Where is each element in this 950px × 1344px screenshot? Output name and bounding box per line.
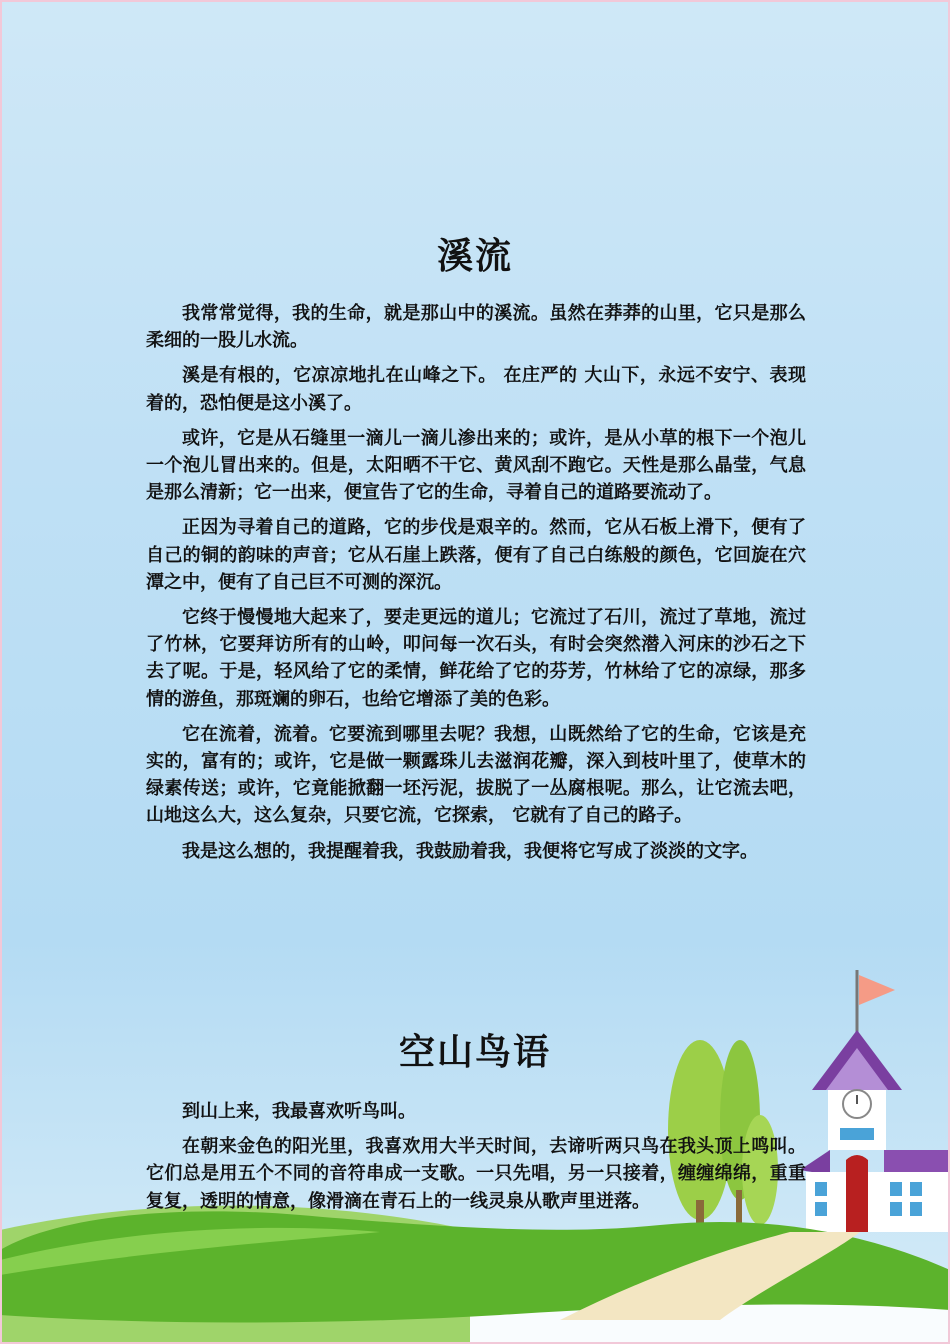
- paragraph: 正因为寻着自己的道路，它的步伐是艰辛的。然而，它从石板上滑下，便有了自己的铜的韵味的声音；它从石崖上跌落，便有了自己白练般的颜色，它回旋在穴潭之中，便有了自己巨不可测的深沉。: [146, 517, 806, 593]
- paragraph: 或许，它是从石缝里一滴儿一滴儿渗出来的；或许，是从小草的根下一个泡儿一个泡儿冒出来的。但是，太阳晒不干它、黄风刮不跑它。天性是那么晶莹，气息是那么清新；它一出来，便宣告了它的生命，寻着自己的道路要流动了。: [146, 427, 806, 504]
- article1-title: 溪流: [436, 235, 513, 277]
- article2-title: 空山鸟语: [398, 1031, 551, 1073]
- paragraph: 到山上来，我最喜欢听鸟叫。: [182, 1101, 416, 1122]
- article1-body: [146, 300, 806, 873]
- door: [846, 1155, 868, 1232]
- paragraph: 溪是有根的，它凉凉地扎在山峰之下。 在庄严的 大山下，永远不安宁、表现着的，恐怕便是这小溪了。: [146, 365, 806, 414]
- article2-body: [146, 1098, 806, 1223]
- flag: [859, 975, 895, 1005]
- paragraph: 我是这么想的，我提醒着我，我鼓励着我，我便将它写成了淡淡的文字。: [182, 840, 758, 862]
- paragraph: 我常常觉得，我的生命，就是那山中的溪流。虽然在莽莽的山里，它只是那么柔细的一股儿水流。: [146, 303, 806, 352]
- paragraph: 在朝来金色的阳光里，我喜欢用大半天时间，去谛听两只鸟在我头顶上鸣叫。它们总是用五个不同的音符串成一支歌。一只先唱，另一只接着，缠缠绵绵，重重复复，透明的情意，像滑滴在青石上的一线灵泉从歌声里迸落。: [146, 1136, 806, 1212]
- school-building: [800, 970, 950, 1232]
- paragraph: 它终于慢慢地大起来了，要走更远的道儿；它流过了石川，流过了草地，流过了竹林，它要拜访所有的山岭，叩问每一次石头，有时会突然潜入河床的沙石之下去了呢。于是，轻风给了它的柔情，鲜花给了它的芬芳，竹林给了它的凉绿，那多情的游鱼，那斑斓的卵石，也给它增添了美的色彩。: [146, 607, 806, 710]
- paragraph: 它在流着，流着。它要流到哪里去呢？我想，山既然给了它的生命，它该是充实的，富有的；或许，它是做一颗露珠儿去滋润花瓣，深入到枝叶里了，使草木的绿素传送；或许，它竟能掀翻一坯污泥，拔脱了一丛腐根呢。那么，让它流去吧，山地这么大，这么复杂，只要它流，它探索， 它就有了自己的路子。: [146, 723, 806, 827]
